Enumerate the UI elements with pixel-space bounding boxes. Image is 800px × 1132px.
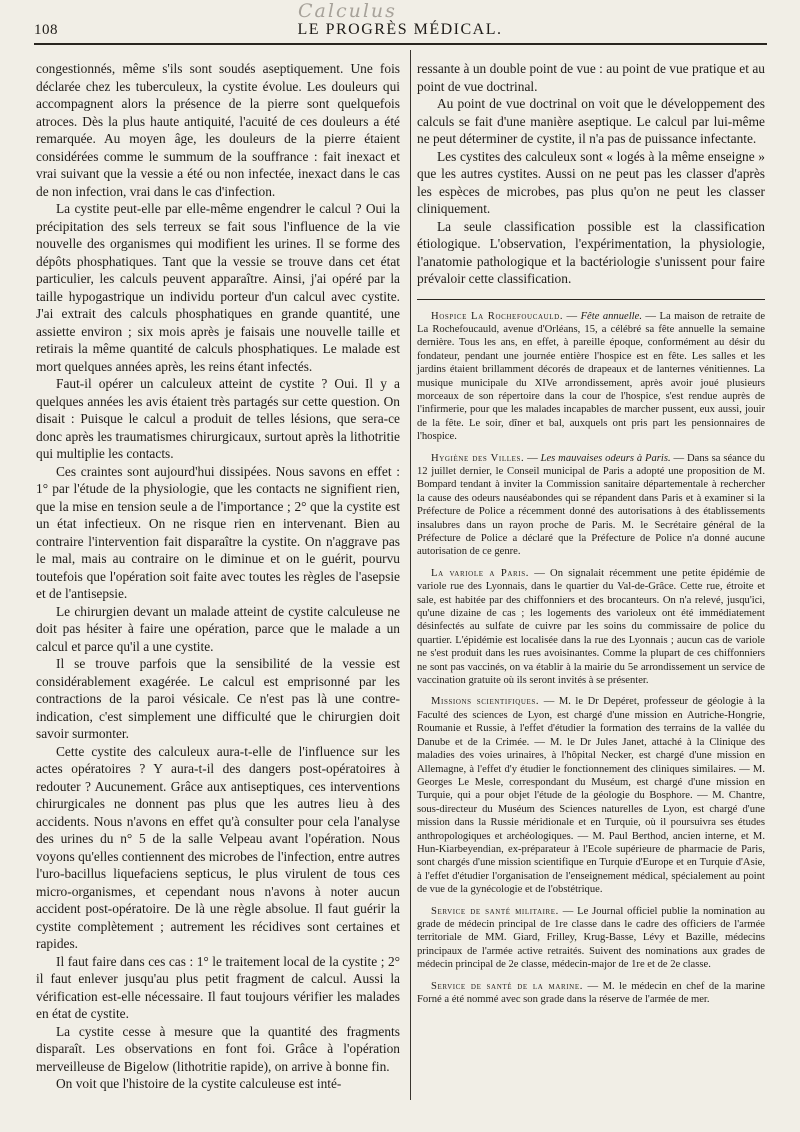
news-subject: Les mauvaises odeurs à Paris. [540, 452, 671, 464]
news-item: Service de santé de la marine. — M. le médecin en chef de la marine Forné a été nommé avec son grade dans la réserve de l'armée de mer. [417, 980, 765, 1005]
news-subject: Fête annuelle. [580, 310, 642, 322]
news-heading: Hygiène des Villes. [431, 452, 525, 464]
news-item: Hospice La Rochefoucauld. — Fête annuelle. — La maison de retraite de La Rochefoucauld, avenue d'Orléans, 15, a célébré sa fête annuelle la semaine dernière. Tous les ans, en effet, à pareille époque, conformément au désir du fondateur, pendant une journée entière l'hospice est en fête. Les salles et les jardins étaient brillamment décorés de drapeaux et de lanternes vénitiennes. La musique municipale du XIVe arrondissement, après avoir joué plusieurs morceaux de son répertoire dans la cour de l'hospice, s'est rendue auprès de l'infirmerie, pour que les malades incapables de marcher pussent, eux aussi, jouir de la fête. Le soir, dîner et bal, auxquels ont pris part les pensionnaires de l'hospice. [417, 310, 766, 443]
news-heading: Hospice La Rochefoucauld. [431, 310, 564, 322]
paragraph: Il se trouve parfois que la sensibilité de la vessie est considérablement exagérée. Le calcul est emprisonné par les contractions de la paroi vésicale. Ce n'est pas là une contre-indication, c'est simplement une difficulté que le chirurgien doit savoir surmonter. [36, 656, 400, 741]
paragraph: Faut-il opérer un calculeux atteint de cystite ? Oui. Il y a quelques années les avis étaient très partagés sur cette question. On disait : Puisque le calcul a produit de telles lésions, que sera-ce donc après les traumatismes chirurgicaux, surtout après la lithotritie qui multiplie les contacts. [36, 376, 400, 461]
paragraph: La cystite peut-elle par elle-même engendrer le calcul ? Oui la précipitation des sels terreux se fait sous l'influence de la vie nouvelle des organismes qui modifient les urines. Il se forme des dépôts phosphatiques. Tant que la vessie se trouve dans cet état particulier, les calculs peuvent apparaître. Ainsi, j'ai opéré par la taille hypogastrique un individu porteur d'un calcul avec cystite. J'ai extrait des calculs phosphatiques en grande quantité, une assiette environ ; six mois après je faisais une nouvelle taille et retirais la même quantité de calculs phosphatiques. Le malade est mort quelques années après, les reins étant infectés. [36, 201, 400, 374]
column-divider [410, 50, 411, 1100]
article-conclusion [417, 60, 765, 288]
paragraph: congestionnés, même s'ils sont soudés aseptiquement. Une fois déclarée chez les tuberculeux, la cystite évolue. Les douleurs qui accompagnent alors la présence de la pierre sont quelquefois atroces. Dès la plus haute antiquité, l'acuité de ces douleurs a été remarquée. Au moyen âge, les douleurs de la pierre étaient considérées comme le summum de la souffrance : fait inexact et vrai suivant que la vessie a été ou non infectée, inexact dans le cas de non infection, vrai dans le cas d'infection. [36, 61, 400, 199]
news-text: La maison de retraite de La Rochefoucauld, avenue d'Orléans, 15, a célébré sa fête annuelle la semaine dernière. Tous les ans, en effet, à pareille époque, conformément au désir du fondateur, pendant une journée entière l'hospice est en fête. Les salles et les jardins étaient brillamment décorés de drapeaux et de lanternes vénitiennes. La musique municipale du XIVe arrondissement, après avoir joué plusieurs morceaux de son répertoire dans la cour de l'hospice, s'est rendue auprès de l'infirmerie, pour que les malades incapables de marcher pussent, eux aussi, jouir de la fête. Le soir, dîner et bal, auxquels ont pris part les pensionnaires de l'hospice. [417, 310, 766, 443]
paragraph: Les cystites des calculeux sont « logés à la même enseigne » que les autres cystites. Aussi on ne peut pas les classer d'après les espèces de microbes, pas plus qu'on ne peut les classer cliniquement. [417, 148, 765, 216]
news-heading: Service de santé militaire. [431, 905, 559, 917]
news-section [417, 310, 765, 1007]
news-item: Service de santé militaire. — Le Journal officiel publie la nomination au grade de médecin principal de 1re classe dans le cadre des officiers de l'armée territoriale de MM. Giard, Frilley, Krug-Basse, Lévy et Bazille, médecins principaux de l'armée active retraités. Suivent des nominations aux grades de médecin principal de 2e classe, médecin-major de 1re et de 2e classe. [417, 905, 766, 971]
paragraph: Au point de vue doctrinal on voit que le développement des calculs se fait d'une manière aseptique. Le calcul par lui-même ne peut déterminer de cystite, il n'a pas de puissance infectante. [417, 96, 765, 146]
news-text: Le Journal officiel publie la nomination au grade de médecin principal de 1re classe dans le cadre des officiers de l'armée territoriale de MM. Giard, Frilley, Krug-Basse, Lévy et Bazille, médecins principaux de l'armée active retraités. Suivent des nominations aux grades de médecin principal de 2e classe, médecin-major de 1re et de 2e classe. [417, 905, 766, 971]
section-rule [417, 299, 765, 300]
news-text: Dans sa séance du 12 juillet dernier, le Conseil municipal de Paris a adopté une proposition de M. Bompard tendant à inviter la Commission sanitaire départementale à rechercher la cause des odeurs nauséabondes qui se répandent dans Paris et à examiner si la Préfecture de Police a récemment donné des autorisations à des établissements insalubres dans un rayon proche de Paris. M. le Secrétaire général de la Préfecture de Police a déclaré que la Préfecture de Police n'a donné aucune autorisation de ce genre. [417, 452, 766, 558]
news-text: On signalait récemment une petite épidémie de variole rue des Lyonnais, dans le quartier du Val-de-Grâce. Cette rue, étroite et sale, est habitée par des chiffonniers et des brocanteurs. On n'a relevé, jusqu'ici, qu'une dizaine de cas ; les logements des varioleux ont été immédiatement désinfectés au sulfate de cuivre par les soins du commissaire de police du quartier. L'épidémie est localisée dans la rue des Lyonnais ; aucun cas de variole ne s'est produit dans les rues avoisinantes. Comme la plupart de ces chiffonniers ne sont pas vaccinés, on va établir à la mairie du 5e arrondissement un service de vaccination gratuite où ils seront invités à se présenter. [417, 567, 765, 687]
news-item: Missions scientifiques. — M. le Dr Depéret, professeur de géologie à la Faculté des sciences de Lyon, est chargé d'une mission en Autriche-Hongrie, Roumanie et Russie, à l'effet d'étudier la formation des terrains de la vallée du Danube et de la Crimée. — M. le Dr Jules Janet, attaché à la Clinique des maladies des voies urinaires, à l'hôpital Necker, est chargé d'une mission en Allemagne, à l'effet d'y étudier le fonctionnement des cliniques similaires. — M. Georges Le Mesle, correspondant du Muséum, est chargé d'une mission en Turquie, qui a pour objet l'étude de la géologie du Bosphore. — M. Chantre, sous-directeur du Muséum des Sciences naturelles de Lyon, est chargé d'une mission dans la Russie méridionale et en Turquie, où il poursuivra ses études anthropologiques et archéologiques. — M. Paul Berthod, ancien interne, et M. Hun-Kiarbeyendian, ex-préparateur à l'Ecole supérieure de pharmacie de Paris, sont chargés d'une mission scientifique en Turquie d'Europe et en Turquie d'Asie, à l'effet d'étudier l'organisation de l'enseignement médical, spécialement au point de vue de la gynécologie et de l'obstétrique. [417, 696, 766, 896]
news-item: La variole a Paris. — On signalait récemment une petite épidémie de variole rue des Lyonnais, dans le quartier du Val-de-Grâce. Cette rue, étroite et sale, est habitée par des chiffonniers et des brocanteurs. On n'a relevé, jusqu'ici, qu'une dizaine de cas ; les logements des varioleux ont été immédiatement désinfectés au sulfate de cuivre par les soins du commissaire de police du quartier. L'épidémie est localisée dans la rue des Lyonnais ; aucun cas de variole ne s'est produit dans les rues avoisinantes. Comme la plupart de ces chiffonniers ne sont pas vaccinés, on va établir à la mairie du 5e arrondissement un service de vaccination gratuite où ils seront invités à se présenter. [417, 567, 765, 687]
header-rule [34, 43, 767, 45]
news-heading: Missions scientifiques. [431, 696, 540, 708]
paragraph: Le chirurgien devant un malade atteint de cystite calculeuse ne doit pas hésiter à faire une opération, parce que le malade a un calcul et parce qu'il a une cystite. [36, 603, 400, 654]
paragraph: ressante à un double point de vue : au point de vue pratique et au point de vue doctrinal. [417, 61, 765, 94]
news-text: M. le Dr Depéret, professeur de géologie à la Faculté des sciences de Lyon, est chargé d'une mission en Autriche-Hongrie, Roumanie et Russie, à l'effet d'étudier la formation des terrains de la vallée du Danube et de la Crimée. — M. le Dr Jules Janet, attaché à la Clinique des maladies des voies urinaires, à l'hôpital Necker, est chargé d'une mission en Allemagne, à l'effet d'y étudier le fonctionnement des cliniques similaires. — M. Georges Le Mesle, correspondant du Muséum, est chargé d'une mission en Turquie, qui a pour objet l'étude de la géologie du Bosphore. — M. Chantre, sous-directeur du Muséum des Sciences naturelles de Lyon, est chargé d'une mission dans la Russie méridionale et en Turquie, où il poursuivra ses études anthropologiques et archéologiques. — M. Paul Berthod, ancien interne, et M. Hun-Kiarbeyendian, ex-préparateur à l'Ecole supérieure de pharmacie de Paris, sont chargés d'une mission scientifique en Turquie d'Europe et en Turquie d'Asie, à l'effet d'étudier l'organisation de l'enseignement médical, spécialement au point de vue de la gynécologie et de l'obstétrique. [417, 696, 766, 896]
news-heading: La variole a Paris. [431, 567, 529, 579]
paragraph: La seule classification possible est la classification étiologique. L'observation, l'expérimentation, la physiologie, l'anatomie pathologique et la bactériologie s'unissent pour faire prévaloir cette classification. [417, 218, 765, 286]
news-item: Hygiène des Villes. — Les mauvaises odeurs à Paris. — Dans sa séance du 12 juillet dernier, le Conseil municipal de Paris a adopté une proposition de M. Bompard tendant à inviter la Commission sanitaire départementale à rechercher la cause des odeurs nauséabondes qui se répandent dans Paris et à examiner si la Préfecture de Police a récemment donné des autorisations à des établissements insalubres dans un rayon proche de Paris. M. le Secrétaire général de la Préfecture de Police a déclaré que la Préfecture de Police n'a donné aucune autorisation de ce genre. [417, 452, 766, 558]
paragraph: Cette cystite des calculeux aura-t-elle de l'influence sur les actes opératoires ? Y aura-t-il des dangers post-opératoires à redouter ? Aucunement. Grâce aux antiseptiques, ces interventions chirurgicales ne donnent pas plus que les autres lieu à des accidents. Nous n'avons en effet qu'à consulter pour cela l'analyse des urines du n° 5 de la salle Velpeau avant l'opération. Nous voyons qu'elles contiennent des microbes de l'infection, entre autres l'uro-bacillus liquefaciens septicus, le plus virulent de tous ces micro-organismes, et cependant nous n'avons à noter aucun accident post-opératoire. De là une règle absolue. Il faut guérir la cystite complètement ; autrement les récidives sont certaines et rapides. [36, 743, 400, 951]
handwritten-note: Calculus [298, 0, 397, 22]
paragraph: La cystite cesse à mesure que la quantité des fragments disparaît. Les observations en font foi. Grâce à l'opération merveilleuse de Bigelow (lithotritie rapide), on arrive à bonne fin. [36, 1023, 400, 1074]
left-column [36, 60, 400, 1093]
page-number: 108 [34, 22, 58, 38]
journal-title: LE PROGRÈS MÉDICAL. [297, 21, 503, 38]
right-column [417, 60, 765, 1014]
news-heading: Service de santé de la marine. [431, 980, 583, 992]
paragraph: On voit que l'histoire de la cystite calculeuse est inté- [56, 1076, 342, 1091]
paragraph: Ces craintes sont aujourd'hui dissipées. Nous savons en effet : 1° par l'étude de la physiologie, que les contacts ne signifient rien, que la mise en tension seule a de l'importance ; 2° que la cystite est un état infectieux. On ne risque rien en intervenant. Bien au contraire l'intervention fait disparaître la cystite. On n'aggrave pas le mal, mais au contraire on le diminue et on le guérit, pourvu toutefois que l'opération soit faite avec toutes les règles de l'asepsie et de l'antisepsie. [36, 463, 400, 601]
news-text: M. le médecin en chef de la marine Forné a été nommé avec son grade dans la réserve de l'armée de mer. [417, 980, 765, 1005]
paragraph: Il faut faire dans ces cas : 1° le traitement local de la cystite ; 2° il faut enlever jusqu'au plus petit fragment de calcul. Aussi la vérification est-elle nécessaire. Il faut toujours vérifier les malades en état de cystite. [36, 953, 400, 1021]
